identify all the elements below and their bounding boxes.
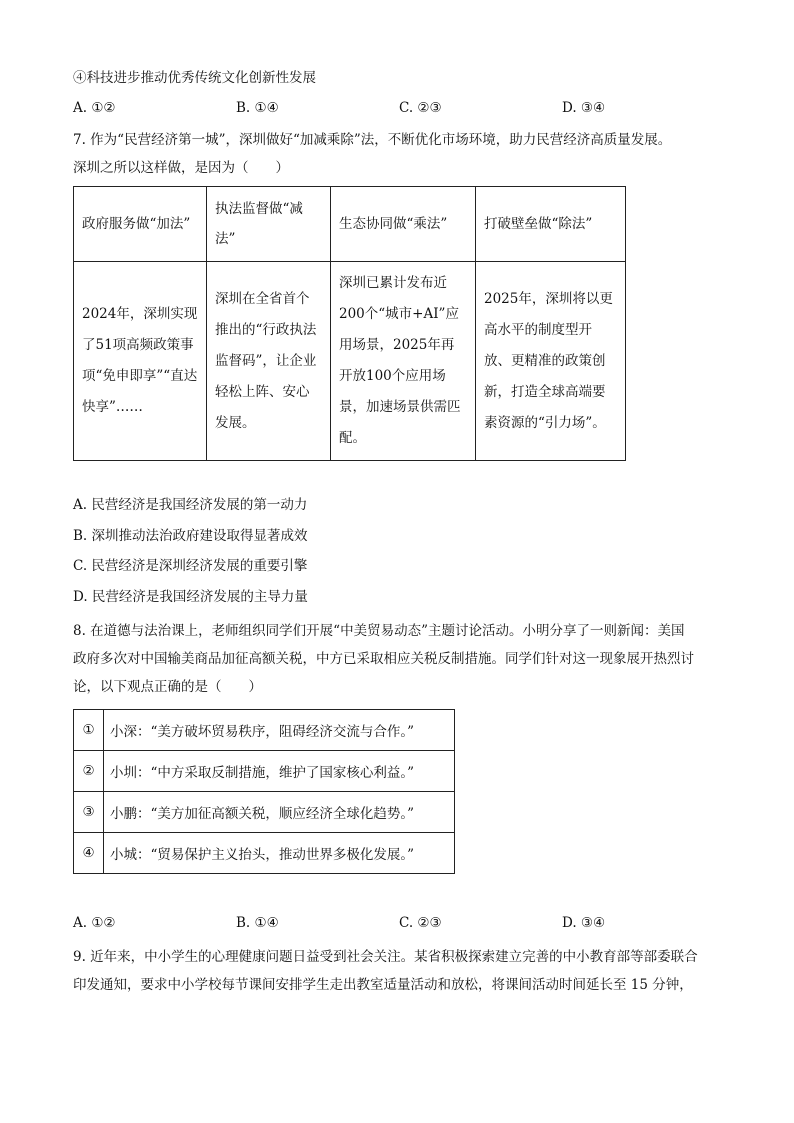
q8-row-number: ④ [74, 833, 104, 874]
q6-item-4: ④科技进步推动优秀传统文化创新性发展 [73, 70, 316, 86]
q7-table-header-row [74, 187, 626, 262]
table-row [74, 751, 455, 792]
q7-stem-line-2: 深圳之所以这样做，是因为（ ） [73, 160, 289, 176]
q8-option-d: D. ③④ [562, 915, 606, 931]
q8-stem-line-2: 政府多次对中国输美商品加征高额关税，中方已采取相应关税反制措施。同学们针对这一现象展开热烈讨 [73, 651, 694, 667]
q7-stem-line-1: 7. 作为“民营经济第一城”，深圳做好“加减乘除”法，不断优化市场环境，助力民营经济高质量发展。 [73, 132, 672, 148]
q7-body-cell: 2025年，深圳将以更高水平的制度型开放、更精准的政策创新，打造全球高端要素资源的“引力场”。 [476, 262, 626, 461]
q8-row-text: 小深：“美方破坏贸易秩序，阻碍经济交流与合作。” [104, 710, 455, 751]
table-row [74, 833, 455, 874]
q7-header-cell: 政府服务做“加法” [74, 187, 207, 262]
q8-row-number: ① [74, 710, 104, 751]
q7-stem [73, 126, 723, 182]
q6-options [73, 100, 733, 116]
table-row [74, 792, 455, 833]
q6-option-b: B. ①④ [236, 100, 279, 116]
q6-option-d: D. ③④ [562, 100, 606, 116]
q8-stem-line-3: 论，以下观点正确的是（ ） [73, 679, 262, 695]
q7-body-cell: 深圳已累计发布近200个“城市+AI”应用场景，2025年再开放100个应用场景，加速场景供需匹配。 [331, 262, 476, 461]
q8-row-text: 小城：“贸易保护主义抬头，推动世界多极化发展。” [104, 833, 455, 874]
q7-header-cell: 打破壁垒做“除法” [476, 187, 626, 262]
q8-row-number: ③ [74, 792, 104, 833]
q9-stem [73, 943, 723, 999]
q8-option-a: A. ①② [73, 915, 116, 931]
q8-stem [73, 617, 723, 701]
q7-choice-b: B. 深圳推动法治政府建设取得显著成效 [73, 527, 308, 544]
q7-choice-c: C. 民营经济是深圳经济发展的重要引擎 [73, 558, 308, 574]
q7-choice-a: A. 民营经济是我国经济发展的第一动力 [73, 497, 308, 513]
q8-table [73, 709, 455, 874]
q8-option-c: C. ②③ [399, 915, 442, 931]
q9-stem-line-1: 9. 近年来，中小学生的心理健康问题日益受到社会关注。某省积极探索建立完善的中小教育部等部委联合 [73, 949, 698, 965]
q7-body-cell: 深圳在全省首个推出的“行政执法监督码”，让企业轻松上阵、安心发展。 [207, 262, 331, 461]
q8-row-text: 小鹏：“美方加征高额关税，顺应经济全球化趋势。” [104, 792, 455, 833]
q7-choice-d: D. 民营经济是我国经济发展的主导力量 [73, 588, 308, 605]
q8-option-b: B. ①④ [236, 915, 279, 931]
q8-row-number: ② [74, 751, 104, 792]
q6-option-a: A. ①② [73, 100, 116, 116]
q6-option-c: C. ②③ [399, 100, 442, 116]
q9-stem-line-2: 印发通知，要求中小学校每节课间安排学生走出教室适量活动和放松，将课间活动时间延长至 15 分钟， [73, 977, 693, 993]
q7-header-cell: 执法监督做“减法” [207, 187, 331, 262]
q8-stem-line-1: 8. 在道德与法治课上，老师组织同学们开展“中美贸易动态”主题讨论活动。小明分享了一则新闻：美国 [73, 623, 685, 639]
q8-options [73, 915, 733, 931]
q7-table-body-row [74, 262, 626, 461]
q7-header-cell: 生态协同做“乘法” [331, 187, 476, 262]
q7-table [73, 186, 626, 461]
q7-choices [73, 490, 308, 612]
q8-row-text: 小圳：“中方采取反制措施，维护了国家核心利益。” [104, 751, 455, 792]
table-row [74, 710, 455, 751]
q7-body-cell: 2024年，深圳实现了51项高频政策事项“免申即享”“直达快享”…… [74, 262, 207, 461]
